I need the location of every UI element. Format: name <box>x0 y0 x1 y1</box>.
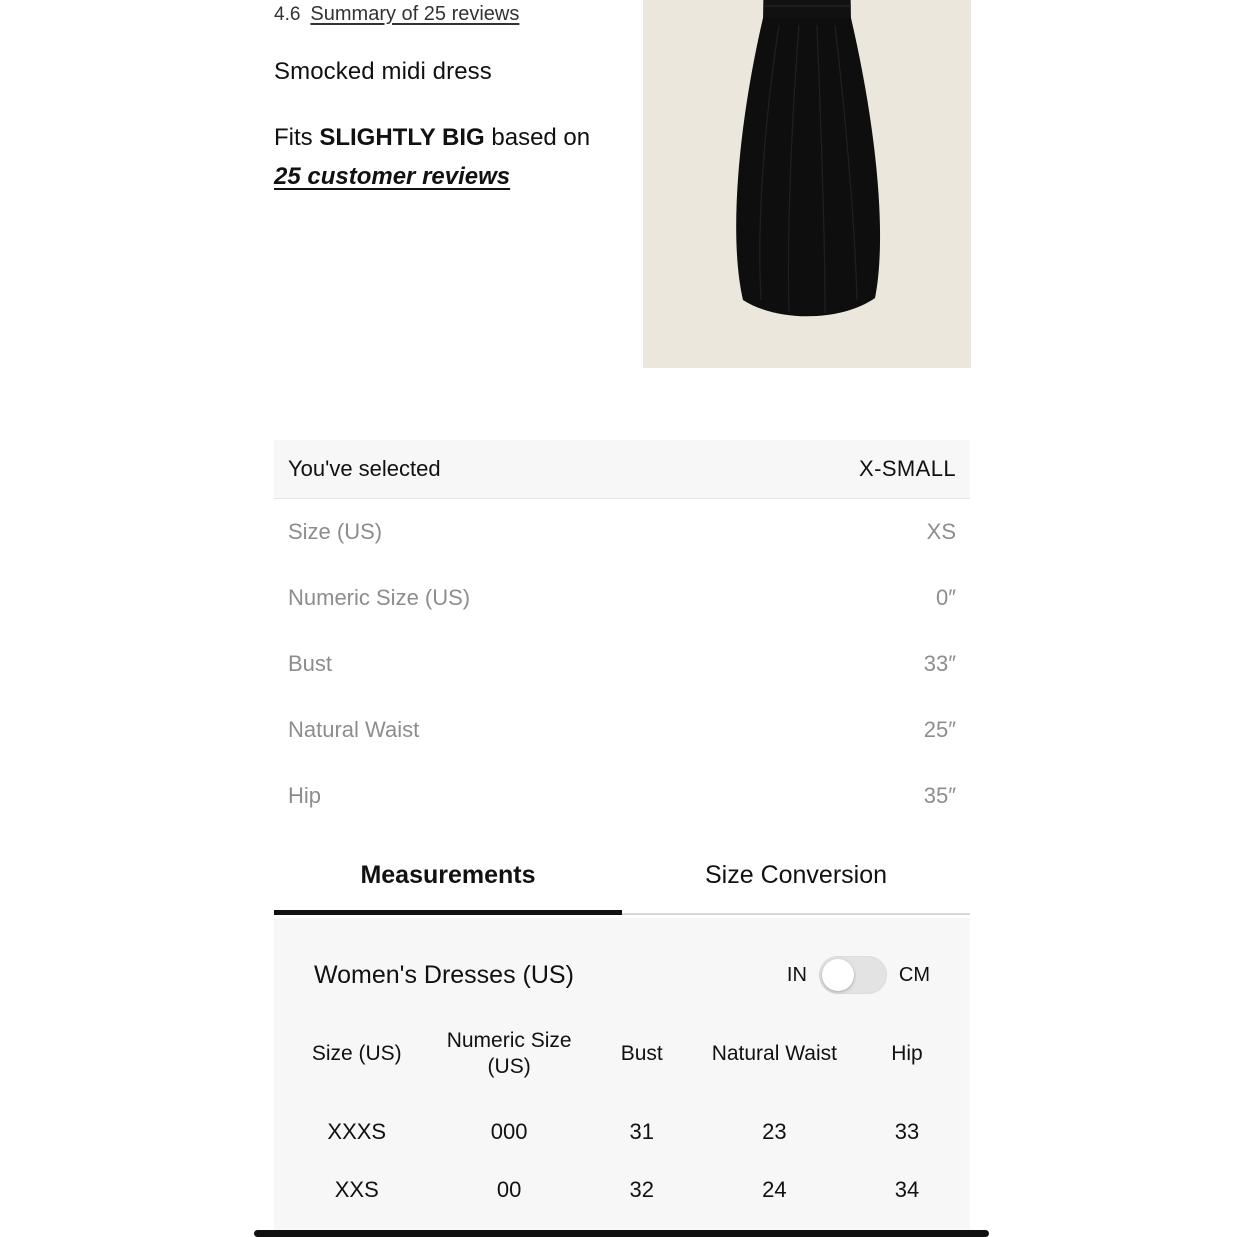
dress-illustration <box>717 0 897 340</box>
table-header-row <box>274 1020 970 1103</box>
spec-row <box>274 631 970 697</box>
unit-switch-knob <box>822 959 854 991</box>
bottom-scroll-indicator[interactable] <box>254 1230 989 1237</box>
spec-value: 25″ <box>923 717 956 742</box>
spec-value: 0″ <box>935 585 956 610</box>
reviews-summary-link[interactable]: Summary of 25 reviews <box>310 3 520 25</box>
fit-reviews-link[interactable]: 25 customer reviews <box>274 163 511 191</box>
cell-waist: 24 <box>762 1176 787 1202</box>
spec-row <box>274 565 970 631</box>
column-header-numeric-size: Numeric Size (US) <box>446 1029 572 1079</box>
cell-hip: 34 <box>894 1176 920 1202</box>
product-info <box>274 0 634 195</box>
unit-toggle[interactable] <box>787 956 930 994</box>
tab-measurements[interactable]: Measurements <box>274 845 622 915</box>
rating-row <box>274 0 634 26</box>
spec-value: XS <box>926 519 956 544</box>
fit-statement <box>274 119 634 195</box>
selected-size-panel <box>274 440 970 829</box>
unit-label-in: IN <box>786 963 807 986</box>
measurements-header <box>274 918 970 994</box>
cell-bust: 31 <box>629 1118 654 1144</box>
selected-size-label: You've selected <box>288 456 441 481</box>
table-row[interactable] <box>274 1161 970 1219</box>
cell-size: XXXS <box>327 1118 387 1144</box>
product-title: Smocked midi dress <box>274 58 492 85</box>
spec-row <box>274 763 970 829</box>
measurements-panel <box>274 918 970 1237</box>
cell-bust: 32 <box>629 1176 654 1202</box>
spec-label: Bust <box>288 651 333 676</box>
cell-numeric: 000 <box>490 1118 528 1144</box>
spec-row <box>274 697 970 763</box>
fit-prefix: Fits <box>274 124 320 151</box>
selected-size-header <box>274 440 970 499</box>
measurements-title: Women's Dresses (US) <box>314 960 574 989</box>
spec-label: Hip <box>288 783 322 808</box>
spec-value: 35″ <box>923 783 956 808</box>
spec-label: Size (US) <box>288 519 383 544</box>
table-row[interactable] <box>274 1103 970 1161</box>
fit-suffix: based on <box>484 124 591 151</box>
cell-size: XXS <box>334 1176 379 1202</box>
spec-label: Numeric Size (US) <box>288 585 471 610</box>
unit-label-cm: CM <box>898 963 930 986</box>
tab-size-conversion[interactable]: Size Conversion <box>622 845 970 915</box>
cell-numeric: 00 <box>496 1176 522 1202</box>
column-header-size: Size (US) <box>311 1042 402 1066</box>
spec-value: 33″ <box>923 651 956 676</box>
unit-switch[interactable] <box>819 956 887 994</box>
column-header-hip: Hip <box>891 1042 923 1066</box>
product-image <box>643 0 971 368</box>
spec-label: Natural Waist <box>288 717 420 742</box>
column-header-bust: Bust <box>620 1042 663 1066</box>
rating-value: 4.6 <box>274 4 301 25</box>
cell-waist: 23 <box>762 1118 787 1144</box>
spec-row <box>274 499 970 565</box>
selected-size-value: X-SMALL <box>859 456 956 481</box>
column-header-natural-waist: Natural Waist <box>711 1042 837 1066</box>
tab-bar <box>274 845 970 915</box>
cell-hip: 33 <box>894 1118 920 1144</box>
size-table <box>274 1020 970 1219</box>
fit-emphasis: SLIGHTLY BIG <box>319 124 485 151</box>
